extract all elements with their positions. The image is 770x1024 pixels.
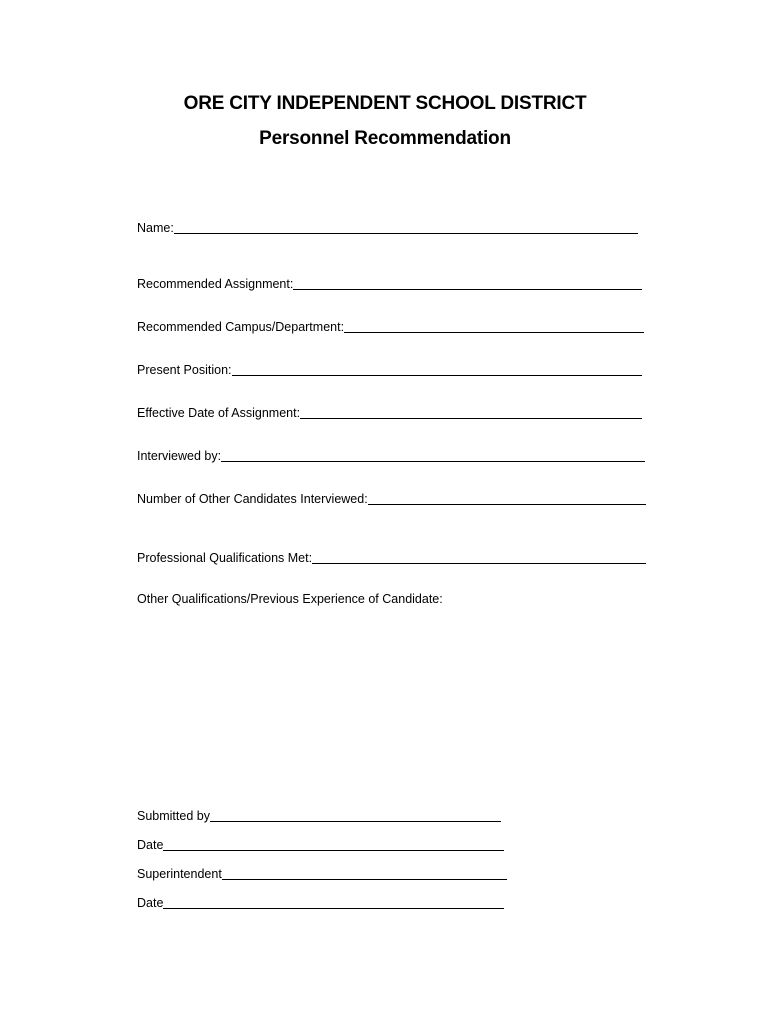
recommended-campus-field xyxy=(137,317,644,335)
other-candidates-field xyxy=(137,489,646,507)
name-field xyxy=(137,218,638,236)
submitted-by-field xyxy=(137,806,501,824)
effective-date-input-line[interactable] xyxy=(300,404,642,419)
present-position-input-line[interactable] xyxy=(232,361,643,376)
superintendent-label: Superintendent xyxy=(137,867,222,881)
qualifications-met-field xyxy=(137,548,646,566)
present-position-field xyxy=(137,360,642,378)
name-input-line[interactable] xyxy=(174,219,638,234)
date-input-line-2[interactable] xyxy=(163,894,504,909)
date-input-line-1[interactable] xyxy=(163,836,504,851)
recommended-assignment-input-line[interactable] xyxy=(293,275,642,290)
date-field-1 xyxy=(137,835,504,853)
recommended-assignment-label: Recommended Assignment: xyxy=(137,277,294,291)
effective-date-label: Effective Date of Assignment: xyxy=(137,406,301,420)
interviewed-by-input-line[interactable] xyxy=(221,447,645,462)
effective-date-field xyxy=(137,403,642,421)
submitted-by-input-line[interactable] xyxy=(210,807,501,822)
recommended-assignment-field xyxy=(137,274,642,292)
superintendent-field xyxy=(137,864,507,882)
interviewed-by-label: Interviewed by: xyxy=(137,449,222,463)
present-position-label: Present Position: xyxy=(137,363,232,377)
interviewed-by-field xyxy=(137,446,645,464)
recommended-campus-label: Recommended Campus/Department: xyxy=(137,320,345,334)
document-title: ORE CITY INDEPENDENT SCHOOL DISTRICT xyxy=(183,93,587,114)
name-label: Name: xyxy=(137,221,174,235)
other-candidates-label: Number of Other Candidates Interviewed: xyxy=(137,492,368,506)
date-label-2: Date xyxy=(137,896,164,910)
submitted-by-label: Submitted by xyxy=(137,809,210,823)
qualifications-met-input-line[interactable] xyxy=(312,549,646,564)
document-subtitle: Personnel Recommendation xyxy=(259,128,511,149)
date-label-1: Date xyxy=(137,838,164,852)
recommended-campus-input-line[interactable] xyxy=(344,318,644,333)
superintendent-input-line[interactable] xyxy=(222,865,507,880)
other-candidates-input-line[interactable] xyxy=(368,490,646,505)
date-field-2 xyxy=(137,893,504,911)
other-qualifications-label: Other Qualifications/Previous Experience of Candidate: xyxy=(137,592,443,606)
qualifications-met-label: Professional Qualifications Met: xyxy=(137,551,313,565)
